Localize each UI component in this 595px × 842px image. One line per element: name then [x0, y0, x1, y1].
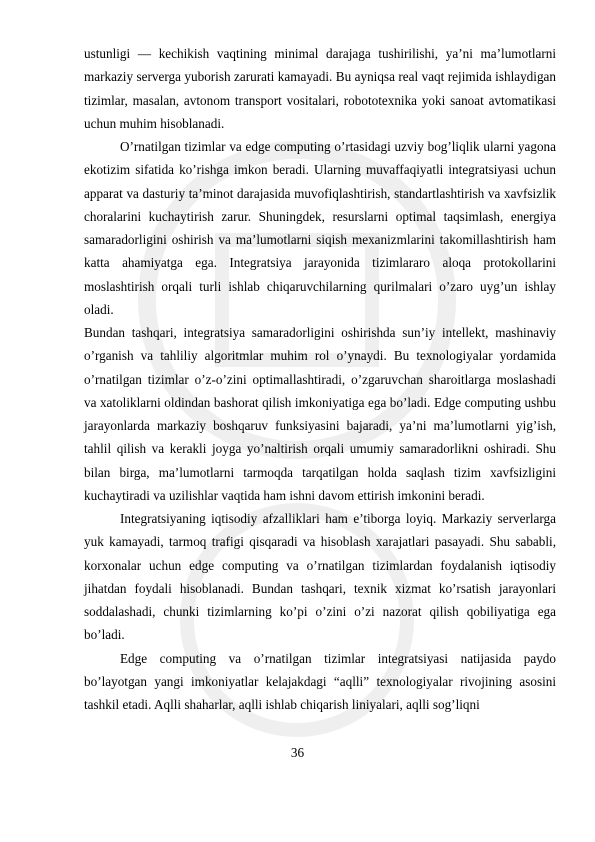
paragraph: Integratsiyaning iqtisodiy afzalliklari ham e’tiborga loyiq. Markaziy serverlarga yuk kamayadi, tarmoq trafigi qisqaradi va hisoblash xarajatlari pasayadi. Shu sababli, korxonalar uchun edge computing va o’rnatilgan tizimlardan foydalanish iqtisodiy jihatdan foydali hisoblanadi. Bundan tashqari, texnik xizmat ko’rsatish jarayonlari soddalashadi, chunki tizimlarning ko’pi o’zini o’zi nazorat qilish qobiliyatiga ega bo’ladi.: [84, 511, 556, 643]
paragraph: O’rnatilgan tizimlar va edge computing o’rtasidagi uzviy bog’liqlik ularni yagona ekotizim sifatida ko’rishga imkon beradi. Ularning muvaffaqiyatli integratsiyasi uchun apparat va dasturiy ta’minot darajasida muvofiqlashtirish, standartlashtirish va xavfsizlik choralarini kuchaytirish zarur. Shuningdek, resurslarni optimal taqsimlash, energiya samaradorligini oshirish va ma’lumotlarni siqish mexanizmlarini takomillashtirish ham katta ahamiyatga ega. Integratsiya jarayonida tizimlararo aloqa protokollarini moslashtirish orqali turli ishlab chiqaruvchilarning qurilmalari o’zaro uyg’un ishlay oladi.: [84, 139, 556, 317]
paragraph: ustunligi — kechikish vaqtining minimal darajaga tushirilishi, ya’ni ma’lumotlarni markaziy serverga yuborish zarurati kamayadi. Bu ayniqsa real vaqt rejimida ishlaydigan tizimlar, masalan, avtonom transport vositalari, robototexnika yoki sanoat avtomatikasi uchun muhim hisoblanadi.: [84, 46, 556, 131]
page-number: 36: [290, 745, 305, 760]
paragraph: Bundan tashqari, integratsiya samaradorligini oshirishda sun’iy intellekt, mashinaviy o’rganish va tahliliy algoritmlar muhim rol o’ynaydi. Bu texnologiyalar yordamida o’rnatilgan tizimlar o’z-o’zini optimallashtiradi, o’zgaruvchan sharoitlarga moslashadi va xatoliklarni oldindan bashorat qilish imkoniyatiga ega bo’ladi. Edge computing ushbu jarayonlarda markaziy boshqaruv funksiyasini bajaradi, ya’ni ma’lumotlarni yig’ish, tahlil qilish va kerakli joyga yo’naltirish orqali umumiy samaradorlikni oshiradi. Shu bilan birga, ma’lumotlarni tarmoqda tarqatilgan holda saqlash tizim xavfsizligini kuchaytiradi va uzilishlar vaqtida ham ishni davom ettirish imkonini beradi.: [84, 325, 556, 503]
paragraph: Edge computing va o’rnatilgan tizimlar integratsiyasi natijasida paydo bo’layotgan yangi imkoniyatlar kelajakdagi “aqlli” texnologiyalar rivojining asosini tashkil etadi. Aqlli shaharlar, aqlli ishlab chiqarish liniyalari, aqlli sog’liqni: [84, 650, 556, 712]
document-page: [84, 42, 556, 716]
